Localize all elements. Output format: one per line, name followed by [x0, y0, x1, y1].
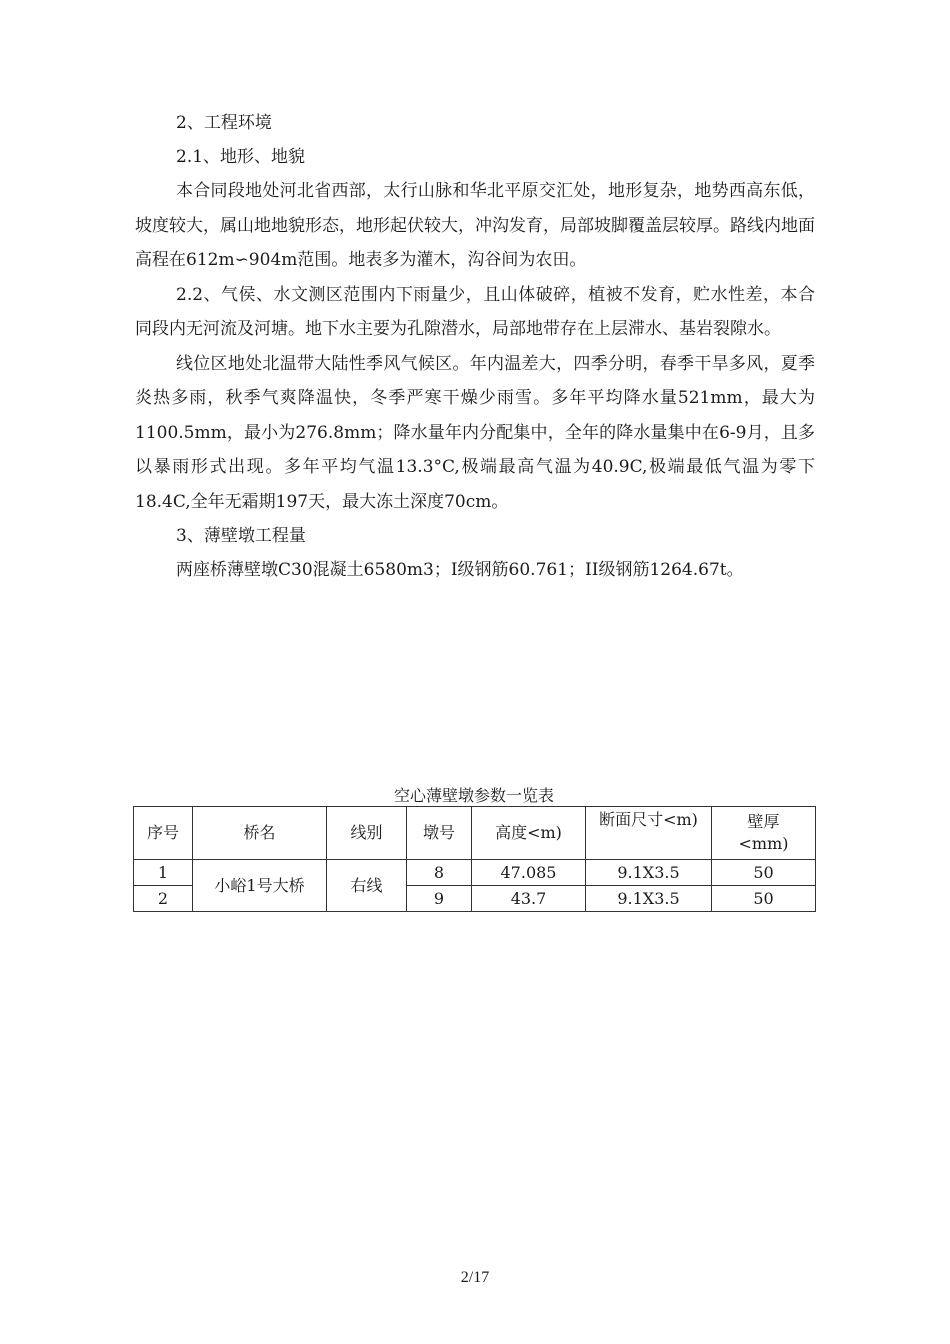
- header-section: 断面尺寸<m): [586, 807, 712, 860]
- cell-line-name: 右线: [327, 860, 407, 912]
- table-header-row: [134, 807, 816, 860]
- cell-section: 9.1X3.5: [586, 860, 712, 886]
- header-height: 高度<m): [472, 807, 586, 860]
- pier-parameter-table: [133, 806, 816, 912]
- cell-thickness: 50: [712, 860, 816, 886]
- cell-thickness: 50: [712, 886, 816, 912]
- table-title: 空心薄壁墩参数一览表: [393, 786, 554, 805]
- body-text: [135, 106, 815, 588]
- subsection-heading-terrain: 2.1、地形、地貌: [176, 147, 306, 167]
- section-heading-environment: 2、工程环境: [176, 113, 272, 133]
- header-line: 线别: [327, 807, 407, 860]
- cell-pier: 9: [407, 886, 472, 912]
- cell-pier: 8: [407, 860, 472, 886]
- cell-seq: 2: [134, 886, 193, 912]
- cell-height: 47.085: [472, 860, 586, 886]
- cell-bridge-name: 小峪1号大桥: [193, 860, 327, 912]
- cell-seq: 1: [134, 860, 193, 886]
- paragraph-quantity: 两座桥薄壁墩C30混凝土6580m3；I级钢筋60.761；II级钢筋1264.67t。: [176, 560, 744, 580]
- cell-height: 43.7: [472, 886, 586, 912]
- header-seq: 序号: [134, 807, 193, 860]
- header-thickness: 壁厚<mm): [712, 807, 816, 860]
- paragraph-climate: 线位区地处北温带大陆性季风气候区。年内温差大，四季分明，春季干旱多风，夏季炎热多雨，秋季气爽降温快，冬季严寒干燥少雨雪。多年平均降水量521mm，最大为1100.5mm，最小为276.8mm；降水量年内分配集中，全年的降水量集中在6-9月，且多以暴雨形式出现。多年平均气温13.3°C,极端最高气温为40.9C,极端最低气温为零下18.4C,全年无霜期197天，最大冻土深度70cm。: [135, 353, 815, 512]
- paragraph-terrain: 本合同段地处河北省西部，太行山脉和华北平原交汇处，地形复杂，地势西高东低，坡度较大，属山地地貌形态，地形起伏较大，冲沟发育，局部坡脚覆盖层较厚。路线内地面高程在612m∽904m范围。地表多为灌木，沟谷间为农田。: [135, 181, 815, 270]
- paragraph-hydrology: 2.2、气侯、水文测区范围内下雨量少，且山体破碎，植被不发育，贮水性差，本合同段内无河流及河塘。地下水主要为孔隙潜水，局部地带存在上层滞水、基岩裂隙水。: [135, 284, 815, 339]
- section-heading-quantity: 3、薄壁墩工程量: [176, 526, 306, 546]
- header-bridge: 桥名: [193, 807, 327, 860]
- table-row: [134, 860, 816, 886]
- cell-section: 9.1X3.5: [586, 886, 712, 912]
- header-pier: 墩号: [407, 807, 472, 860]
- page-number: 2/17: [460, 1269, 490, 1286]
